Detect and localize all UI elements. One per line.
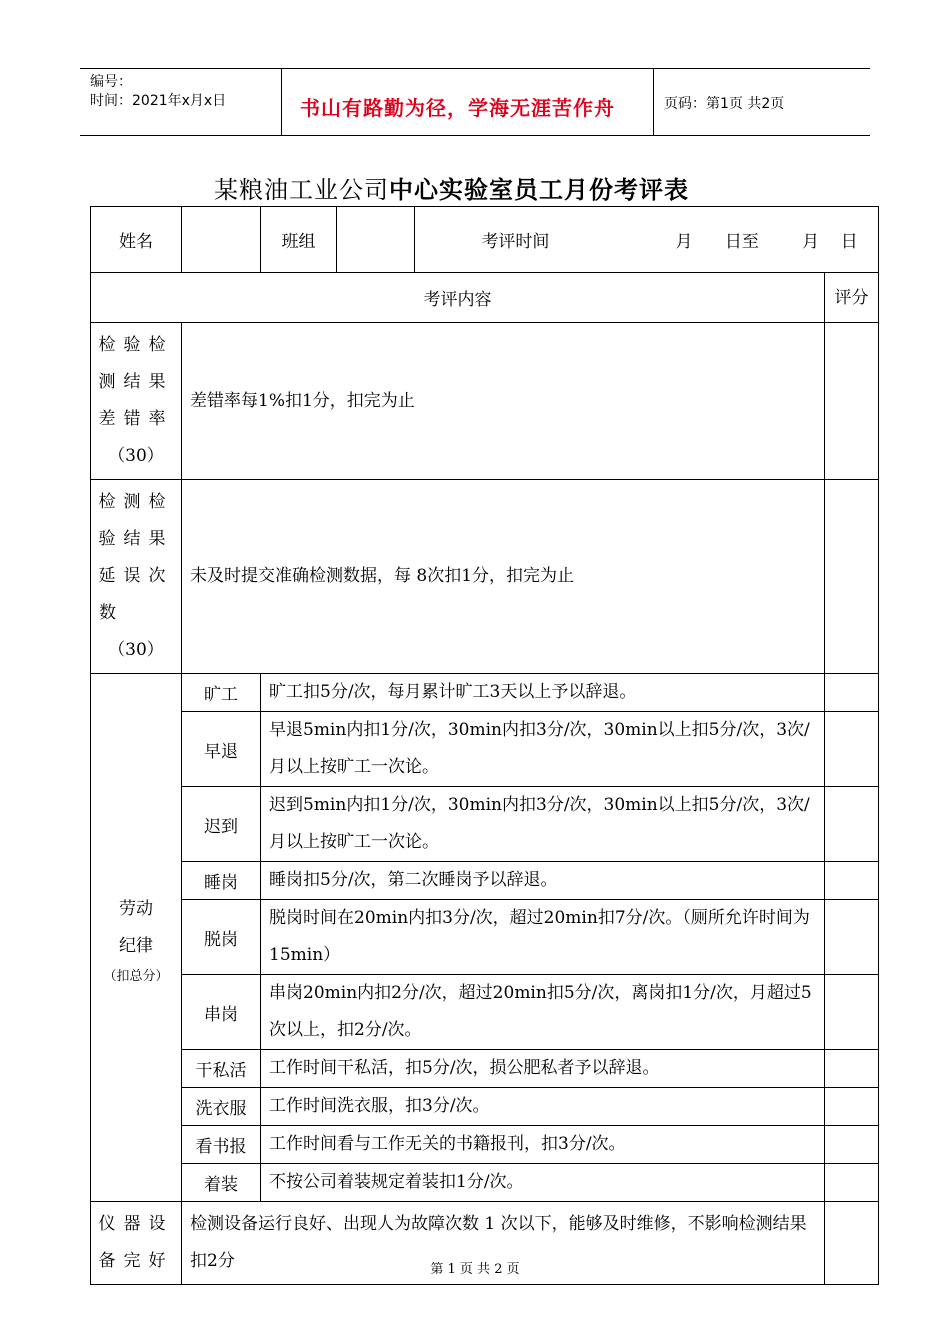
labor-item-score[interactable] bbox=[825, 900, 879, 975]
labor-item-score[interactable] bbox=[825, 862, 879, 900]
category-line: 检验检 bbox=[98, 335, 174, 355]
eval-time-cell bbox=[415, 207, 879, 273]
header-motto: 书山有路勤为径，学海无涯苦作舟 bbox=[300, 96, 615, 120]
labor-item-rule: 早退5min内扣1分/次，30min内扣3分/次，30min以上扣5分/次，3次/月以上按旷工一次论。 bbox=[261, 712, 825, 787]
labor-item-name: 串岗 bbox=[182, 975, 261, 1050]
category-line: （30） bbox=[108, 446, 164, 466]
labor-item-name: 旷工 bbox=[182, 674, 261, 712]
footer-page-number: 第 1 页 共 2 页 bbox=[430, 1262, 520, 1277]
section-row bbox=[91, 480, 879, 674]
document-time-label: 时间：2021年x月x日 bbox=[90, 93, 227, 109]
name-label: 姓名 bbox=[91, 207, 182, 273]
info-row bbox=[91, 207, 879, 273]
header-divider-left bbox=[281, 68, 282, 135]
column-header-row bbox=[91, 273, 879, 323]
labor-item-score[interactable] bbox=[825, 1088, 879, 1126]
labor-item-rule: 旷工扣5分/次，每月累计旷工3天以上予以辞退。 bbox=[261, 674, 825, 712]
labor-item-name: 洗衣服 bbox=[182, 1088, 261, 1126]
labor-item-row bbox=[91, 1126, 879, 1164]
labor-item-rule: 工作时间干私活，扣5分/次，损公肥私者予以辞退。 bbox=[261, 1050, 825, 1088]
category-line: 差错率 bbox=[98, 409, 174, 429]
labor-item-name: 迟到 bbox=[182, 787, 261, 862]
labor-item-name: 看书报 bbox=[182, 1126, 261, 1164]
labor-item-row bbox=[91, 787, 879, 862]
eval-time-label: 考评时间 bbox=[481, 232, 550, 252]
page-title-form-name: 中心实验室员工月份考评表 bbox=[389, 176, 689, 204]
labor-item-score[interactable] bbox=[825, 787, 879, 862]
evaluation-table bbox=[90, 206, 879, 1285]
labor-item-row bbox=[91, 712, 879, 787]
name-field[interactable] bbox=[182, 207, 261, 273]
header-bottom-line bbox=[80, 135, 870, 136]
section-score-cell[interactable] bbox=[825, 323, 879, 480]
labor-item-row bbox=[91, 1050, 879, 1088]
labor-item-score[interactable] bbox=[825, 1050, 879, 1088]
section-row bbox=[91, 323, 879, 480]
score-column-header: 评分 bbox=[825, 273, 879, 323]
page-number-label: 页码：第1页 共2页 bbox=[664, 96, 785, 112]
labor-item-name: 睡岗 bbox=[182, 862, 261, 900]
labor-item-row bbox=[91, 975, 879, 1050]
page-title bbox=[214, 170, 689, 205]
labor-item-rule: 迟到5min内扣1分/次，30min内扣3分/次，30min以上扣5分/次，3次/月以上按旷工一次论。 bbox=[261, 787, 825, 862]
category-line: 数 bbox=[99, 603, 124, 623]
labor-category bbox=[91, 674, 182, 1202]
labor-item-row bbox=[91, 862, 879, 900]
labor-item-rule: 工作时间看与工作无关的书籍报刊，扣3分/次。 bbox=[261, 1126, 825, 1164]
labor-item-score[interactable] bbox=[825, 674, 879, 712]
category-line: 测结果 bbox=[98, 372, 174, 392]
document-number-label: 编号： bbox=[90, 74, 132, 90]
labor-item-score[interactable] bbox=[825, 712, 879, 787]
labor-item-rule: 工作时间洗衣服，扣3分/次。 bbox=[261, 1088, 825, 1126]
category-line: 延误次 bbox=[98, 566, 174, 586]
category-line: 纪律 bbox=[119, 935, 153, 956]
page-title-company: 某粮油工业公司 bbox=[214, 176, 389, 204]
labor-item-rule: 不按公司着装规定着装扣1分/次。 bbox=[261, 1164, 825, 1202]
labor-item-name: 着装 bbox=[182, 1164, 261, 1202]
section-content: 差错率每1%扣1分，扣完为止 bbox=[182, 323, 825, 480]
category-line: 检测检 bbox=[98, 492, 174, 512]
labor-item-name: 干私活 bbox=[182, 1050, 261, 1088]
category-line: 劳动 bbox=[119, 898, 153, 919]
section-category bbox=[91, 480, 182, 674]
labor-item-rule: 串岗20min内扣2分/次，超过20min扣5分/次，离岗扣1分/次，月超过5次以上，扣2分/次。 bbox=[261, 975, 825, 1050]
equipment-content: 检测设备运行良好、出现人为故障次数 1 次以下，能够及时维修，不影响检测结果扣2分 bbox=[182, 1202, 825, 1285]
category-line: 备完好 bbox=[98, 1251, 174, 1271]
section-category bbox=[91, 323, 182, 480]
section-content: 未及时提交准确检测数据，每 8次扣1分，扣完为止 bbox=[182, 480, 825, 674]
section-score-cell[interactable] bbox=[825, 480, 879, 674]
labor-item-name: 脱岗 bbox=[182, 900, 261, 975]
group-label: 班组 bbox=[261, 207, 337, 273]
labor-item-row bbox=[91, 1088, 879, 1126]
header-top-line bbox=[80, 68, 870, 69]
labor-item-row bbox=[91, 900, 879, 975]
labor-item-rule: 脱岗时间在20min内扣3分/次，超过20min扣7分/次。（厕所允许时间为15min） bbox=[261, 900, 825, 975]
content-column-header: 考评内容 bbox=[91, 273, 825, 323]
labor-item-row bbox=[91, 1164, 879, 1202]
labor-item-score[interactable] bbox=[825, 1126, 879, 1164]
labor-item-row bbox=[91, 674, 879, 712]
labor-item-rule: 睡岗扣5分/次，第二次睡岗予以辞退。 bbox=[261, 862, 825, 900]
labor-category-note: （扣总分） bbox=[103, 968, 169, 984]
labor-item-name: 早退 bbox=[182, 712, 261, 787]
header-divider-right bbox=[653, 68, 654, 135]
labor-item-score[interactable] bbox=[825, 1164, 879, 1202]
eval-time-value[interactable]: 月 日至 月 日 bbox=[675, 232, 858, 252]
category-line: （30） bbox=[108, 640, 164, 660]
category-line: 验结果 bbox=[98, 529, 174, 549]
labor-item-score[interactable] bbox=[825, 975, 879, 1050]
group-field[interactable] bbox=[337, 207, 415, 273]
category-line: 仪器设 bbox=[98, 1214, 174, 1234]
